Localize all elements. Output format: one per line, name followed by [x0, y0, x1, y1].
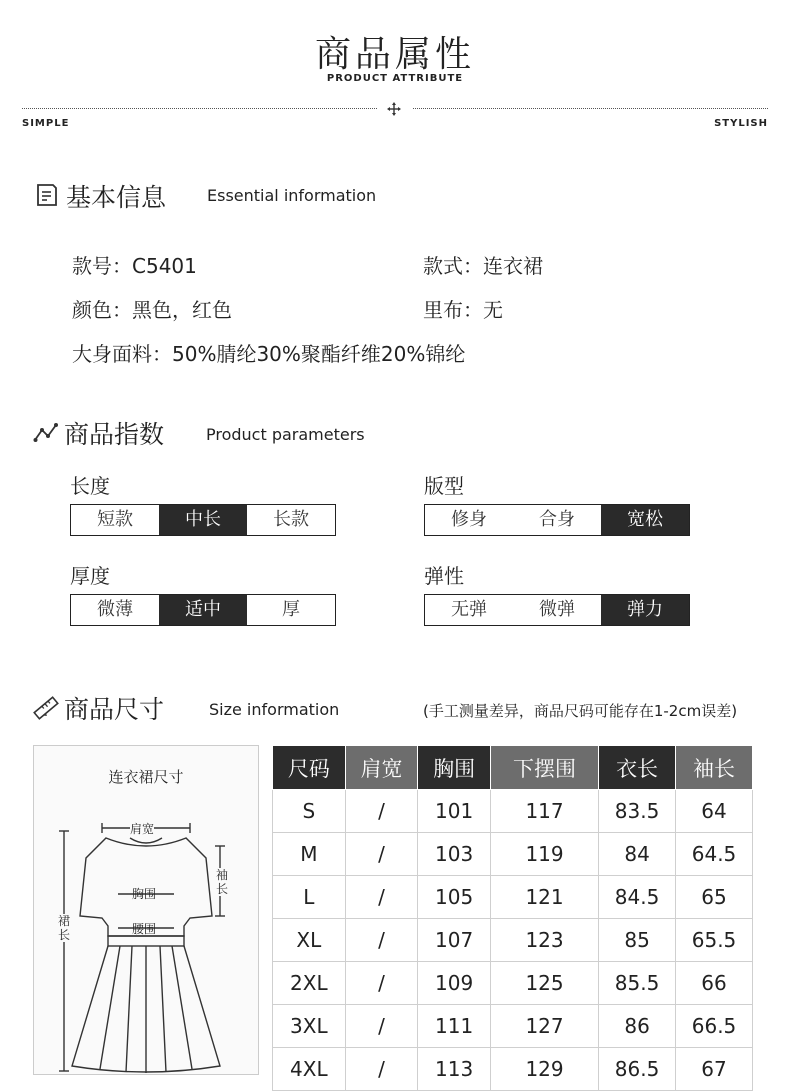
- scale-option: 合身: [539, 509, 575, 530]
- params-en: Product parameters: [206, 425, 365, 444]
- column-header: 下摆围: [490, 746, 598, 790]
- table-cell: /: [345, 1048, 418, 1091]
- lining-info: 里布：无: [423, 298, 503, 322]
- table-row: [273, 790, 753, 833]
- table-cell: 129: [490, 1048, 598, 1091]
- length-scale: [70, 504, 336, 536]
- scale-option: 厚: [282, 599, 300, 620]
- elasticity-label: 弹性: [424, 564, 464, 588]
- cross-ornament-icon: [385, 100, 403, 118]
- table-cell: 117: [490, 790, 598, 833]
- params-title: 商品指数: [64, 420, 165, 449]
- table-header-row: [273, 746, 753, 790]
- scale-option: 长款: [273, 509, 309, 530]
- fabric-info: 大身面料：50%腈纶30%聚酯纤维20%锦纶: [72, 342, 466, 366]
- table-cell: S: [273, 790, 346, 833]
- scale-option-selected: 中长: [159, 505, 247, 535]
- table-cell: 67: [676, 1048, 753, 1091]
- table-cell: 85.5: [599, 962, 676, 1005]
- table-cell: 101: [418, 790, 491, 833]
- table-cell: /: [345, 1005, 418, 1048]
- table-cell: 64: [676, 790, 753, 833]
- header-divider-right: [413, 108, 768, 109]
- color-info: 颜色：黑色，红色: [72, 298, 232, 322]
- header-divider-left: [22, 108, 377, 109]
- thickness-scale: [70, 594, 336, 626]
- style-number: 款号：C5401: [72, 254, 197, 278]
- column-header: 衣长: [599, 746, 676, 790]
- fit-label: 版型: [424, 474, 464, 498]
- table-cell: L: [273, 876, 346, 919]
- elasticity-scale: [424, 594, 690, 626]
- chest-label: 胸围: [132, 887, 157, 901]
- table-cell: 64.5: [676, 833, 753, 876]
- sleeve-length-label: 袖长: [216, 868, 229, 896]
- table-cell: 86: [599, 1005, 676, 1048]
- table-row: [273, 876, 753, 919]
- table-cell: 65.5: [676, 919, 753, 962]
- table-cell: 85: [599, 919, 676, 962]
- table-cell: 123: [490, 919, 598, 962]
- page-title: 商品属性: [314, 34, 475, 75]
- table-cell: 84: [599, 833, 676, 876]
- table-cell: 111: [418, 1005, 491, 1048]
- table-cell: /: [345, 876, 418, 919]
- page-subtitle: PRODUCT ATTRIBUTE: [326, 73, 464, 84]
- ruler-icon: [33, 695, 59, 721]
- table-cell: /: [345, 919, 418, 962]
- table-cell: 113: [418, 1048, 491, 1091]
- table-row: [273, 962, 753, 1005]
- table-cell: /: [345, 790, 418, 833]
- dress-diagram: [33, 745, 259, 1075]
- column-header: 肩宽: [345, 746, 418, 790]
- table-cell: XL: [273, 919, 346, 962]
- scale-option: 修身: [451, 509, 487, 530]
- table-cell: 121: [490, 876, 598, 919]
- table-cell: 105: [418, 876, 491, 919]
- scale-option-selected: 弹力: [601, 595, 689, 625]
- scale-option-selected: 适中: [159, 595, 247, 625]
- table-cell: 4XL: [273, 1048, 346, 1091]
- size-en: Size information: [209, 700, 340, 719]
- scale-option: 微薄: [97, 599, 133, 620]
- table-cell: /: [345, 962, 418, 1005]
- waist-label: 腰围: [132, 922, 157, 936]
- table-cell: 86.5: [599, 1048, 676, 1091]
- table-cell: 65: [676, 876, 753, 919]
- diagram-title: 连衣裙尺寸: [108, 768, 184, 786]
- table-cell: 2XL: [273, 962, 346, 1005]
- table-cell: 125: [490, 962, 598, 1005]
- size-title: 商品尺寸: [64, 695, 165, 724]
- table-row: [273, 833, 753, 876]
- table-row: [273, 1005, 753, 1048]
- document-icon: [34, 182, 60, 208]
- table-row: [273, 1048, 753, 1091]
- table-cell: 83.5: [599, 790, 676, 833]
- table-cell: 109: [418, 962, 491, 1005]
- scale-option: 微弹: [539, 599, 575, 620]
- basic-info-en: Essential information: [207, 186, 377, 205]
- column-header: 袖长: [676, 746, 753, 790]
- table-cell: 119: [490, 833, 598, 876]
- length-label: 长度: [70, 474, 110, 498]
- table-cell: 127: [490, 1005, 598, 1048]
- table-cell: 66.5: [676, 1005, 753, 1048]
- column-header: 尺码: [273, 746, 346, 790]
- trend-line-icon: [33, 420, 59, 446]
- measurement-note: (手工测量差异，商品尺码可能存在1-2cm误差): [423, 702, 738, 720]
- table-cell: 103: [418, 833, 491, 876]
- size-table: [272, 745, 753, 1091]
- table-cell: /: [345, 833, 418, 876]
- scale-option: 无弹: [451, 599, 487, 620]
- skirt-length-label: 裙长: [58, 914, 71, 942]
- basic-info-title: 基本信息: [66, 183, 167, 212]
- table-cell: M: [273, 833, 346, 876]
- simple-label: SIMPLE: [22, 118, 70, 129]
- column-header: 胸围: [418, 746, 491, 790]
- table-cell: 84.5: [599, 876, 676, 919]
- table-cell: 3XL: [273, 1005, 346, 1048]
- thickness-label: 厚度: [70, 564, 110, 588]
- table-row: [273, 919, 753, 962]
- scale-option-selected: 宽松: [601, 505, 689, 535]
- stylish-label: STYLISH: [714, 118, 768, 129]
- shoulder-label: 肩宽: [130, 822, 155, 836]
- table-cell: 107: [418, 919, 491, 962]
- scale-option: 短款: [97, 509, 133, 530]
- table-cell: 66: [676, 962, 753, 1005]
- fit-scale: [424, 504, 690, 536]
- style-type: 款式：连衣裙: [423, 254, 543, 278]
